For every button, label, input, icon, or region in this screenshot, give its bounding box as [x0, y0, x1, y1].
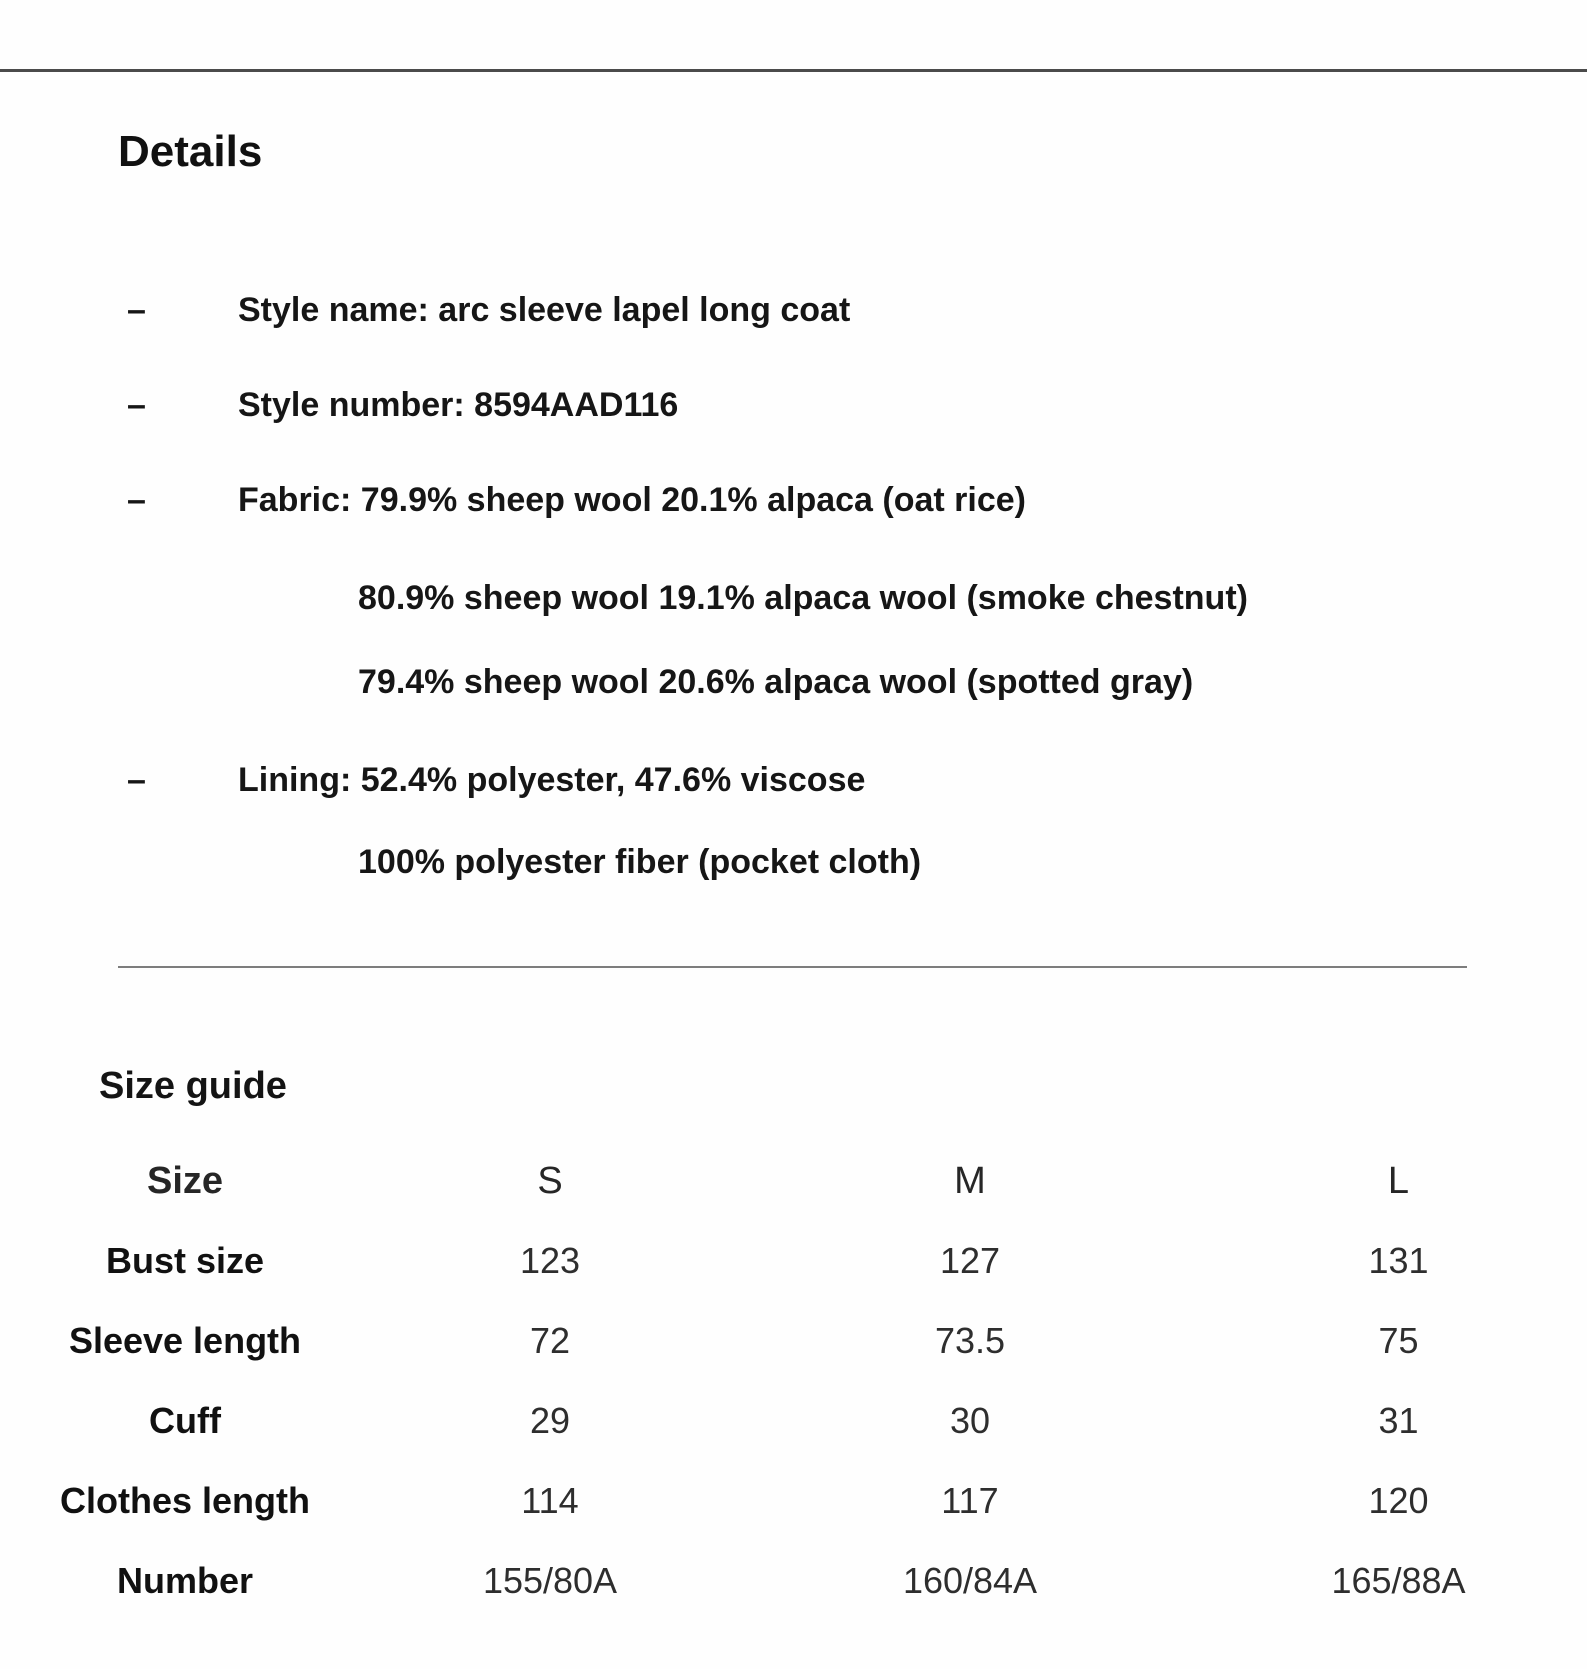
cell-m: 160/84A [902, 1560, 1038, 1601]
cell-l: 131 [1368, 1240, 1429, 1281]
cell-l: 120 [1368, 1480, 1429, 1521]
detail-item-text: 79.4% sheep wool 20.6% alpaca wool (spotted gray) [358, 663, 1194, 701]
cell-m: 73.5 [934, 1320, 1006, 1361]
table-row-number [0, 1541, 1587, 1621]
cell-m: 30 [949, 1400, 991, 1441]
row-label: Number [116, 1560, 254, 1601]
row-label: Clothes length [60, 1480, 310, 1521]
dash-bullet: – [127, 761, 146, 799]
detail-item-fabric-line2 [0, 574, 1587, 622]
detail-item-lining [0, 756, 1587, 804]
detail-item-fabric [0, 476, 1587, 524]
row-label: Bust size [105, 1240, 265, 1281]
cell-s: 29 [529, 1400, 571, 1441]
detail-item-text: Style name: arc sleeve lapel long coat [238, 291, 851, 329]
dash-bullet: – [127, 291, 146, 329]
cell-m: 127 [939, 1240, 1001, 1281]
detail-item-text: 100% polyester fiber (pocket cloth) [358, 843, 922, 881]
size-guide-table [0, 1141, 1587, 1621]
top-divider [0, 69, 1587, 72]
cell-s: 155/80A [482, 1560, 618, 1601]
detail-item-text: 80.9% sheep wool 19.1% alpaca wool (smoke chestnut) [358, 579, 1248, 617]
details-heading: Details [118, 127, 263, 176]
table-row-clothes-length [0, 1461, 1587, 1541]
row-label: Sleeve length [68, 1320, 302, 1361]
dash-bullet: – [127, 481, 146, 519]
cell-l: 165/88A [1331, 1560, 1466, 1601]
table-row-sleeve-length [0, 1301, 1587, 1381]
cell-s: 114 [521, 1480, 579, 1521]
column-header-l: L [1387, 1159, 1410, 1202]
table-row-bust-size [0, 1221, 1587, 1301]
row-label: Cuff [149, 1400, 221, 1441]
section-divider [118, 966, 1467, 968]
detail-item-fabric-line3 [0, 658, 1587, 706]
column-header-size: Size [146, 1159, 224, 1202]
cell-l: 75 [1378, 1320, 1419, 1361]
column-header-s: S [537, 1159, 563, 1202]
detail-item-text: Lining: 52.4% polyester, 47.6% viscose [238, 761, 866, 799]
cell-s: 123 [519, 1240, 581, 1281]
dash-bullet: – [127, 386, 146, 424]
detail-item-text: Style number: 8594AAD116 [238, 386, 679, 424]
cell-s: 72 [529, 1320, 571, 1361]
cell-m: 117 [941, 1480, 999, 1521]
detail-item-lining-line2 [0, 838, 1587, 886]
detail-item-text: Fabric: 79.9% sheep wool 20.1% alpaca (oat rice) [238, 481, 1026, 519]
column-header-m: M [954, 1159, 986, 1202]
detail-item-style-name [0, 286, 1587, 334]
detail-item-style-number [0, 381, 1587, 429]
table-header-row [0, 1141, 1587, 1221]
size-guide-heading: Size guide [99, 1065, 287, 1107]
table-row-cuff [0, 1381, 1587, 1461]
cell-l: 31 [1378, 1400, 1419, 1441]
